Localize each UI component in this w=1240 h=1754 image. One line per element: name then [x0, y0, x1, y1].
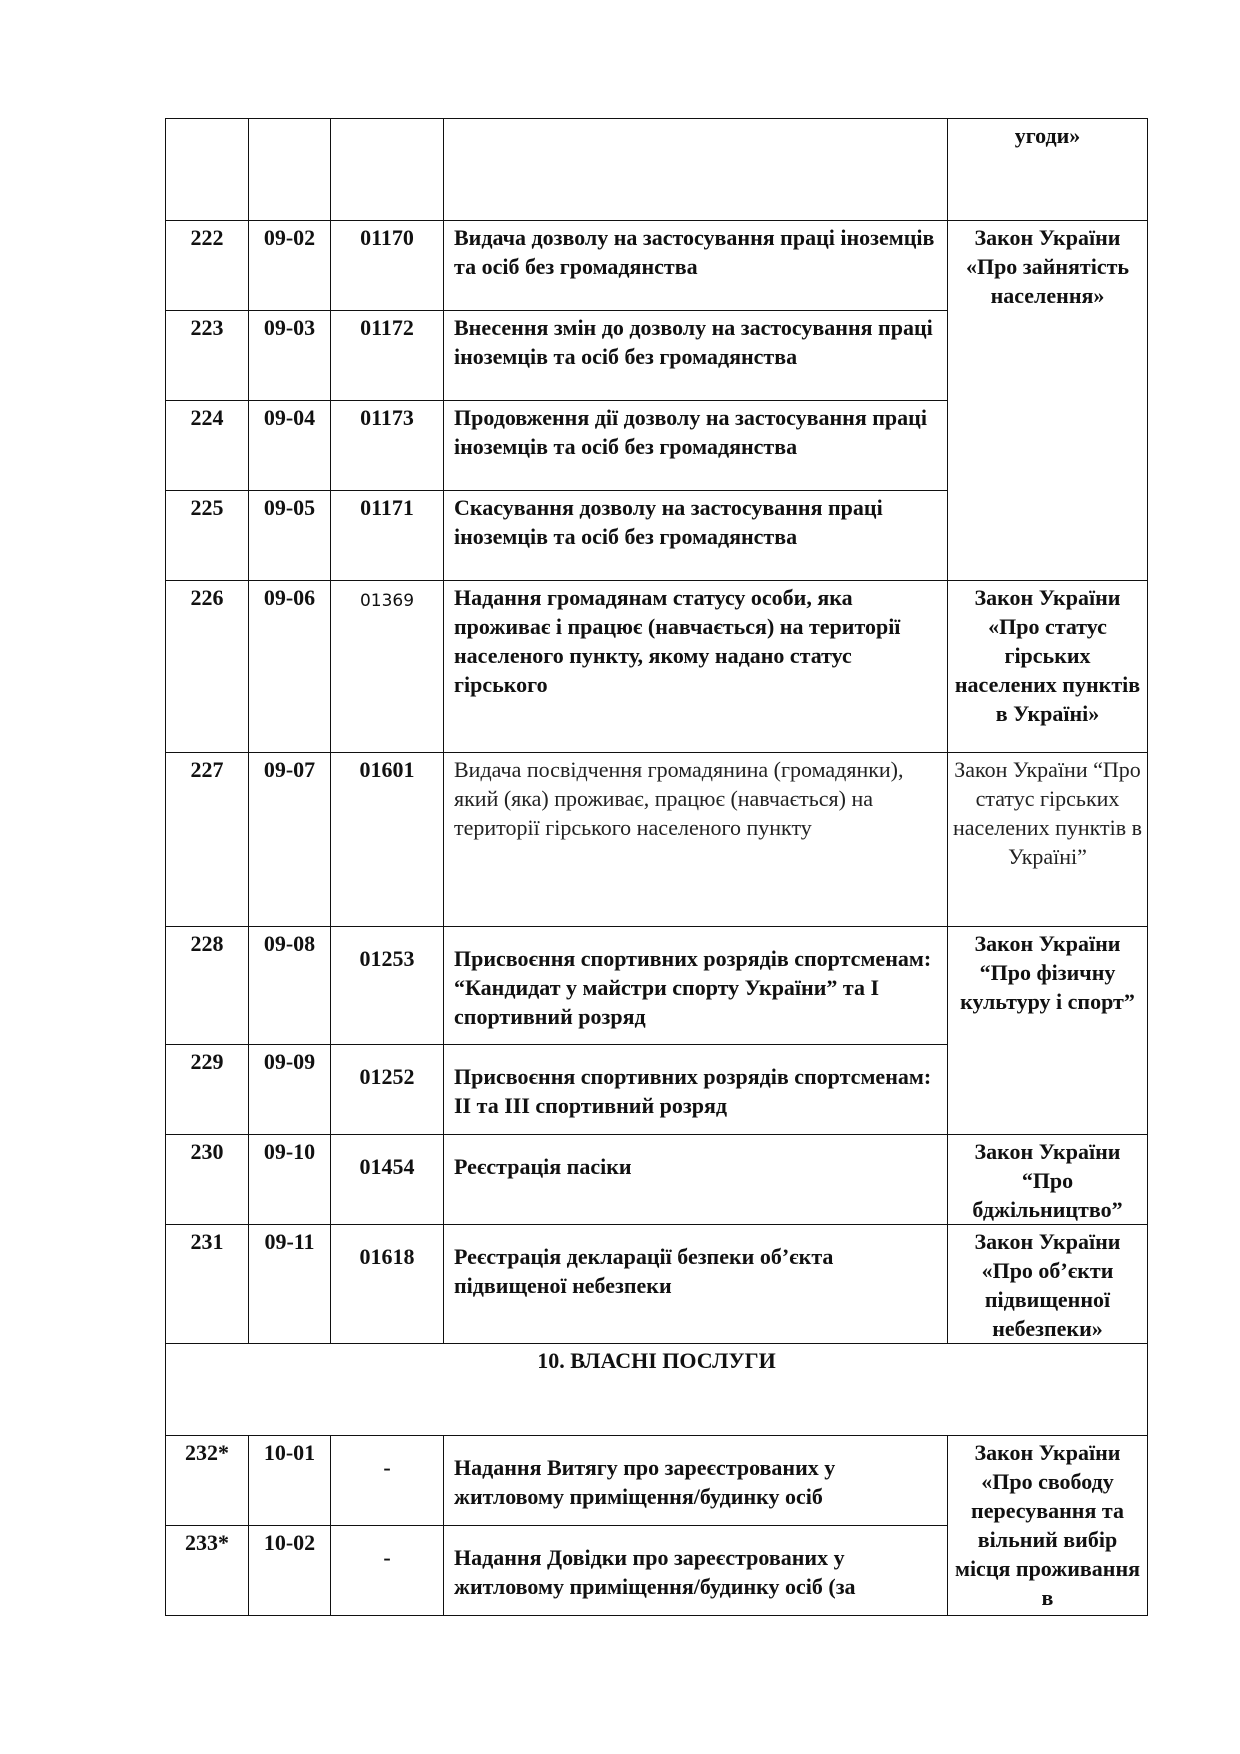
cell-name: Реєстрація пасіки: [444, 1135, 948, 1225]
table-row: [166, 221, 1148, 311]
cell-id: 01601: [331, 753, 444, 927]
cell-number: 232*: [166, 1436, 249, 1526]
cell-number: 226: [166, 581, 249, 753]
cell-number: 223: [166, 311, 249, 401]
cell-law: Закон України “Про фізичну культуру і спорт”: [948, 927, 1148, 1135]
cell-id: 01618: [331, 1225, 444, 1344]
cell-law: Закон України «Про статус гірських населених пунктів в Україні»: [948, 581, 1148, 753]
cell-number: 222: [166, 221, 249, 311]
section-heading: 10. ВЛАСНІ ПОСЛУГИ: [166, 1344, 1148, 1436]
cell-law: Закон України “Про статус гірських населених пунктів в Україні”: [948, 753, 1148, 927]
cell-code: 09-04: [249, 401, 331, 491]
section-row: [166, 1344, 1148, 1436]
cell-id: -: [331, 1436, 444, 1526]
cell-number: 233*: [166, 1526, 249, 1616]
cell-code: 09-07: [249, 753, 331, 927]
cell-number: 231: [166, 1225, 249, 1344]
cell-code: 09-10: [249, 1135, 331, 1225]
cell-id: 01173: [331, 401, 444, 491]
cell-code: 10-02: [249, 1526, 331, 1616]
cell-code: 09-09: [249, 1045, 331, 1135]
cell-name: Видача посвідчення громадянина (громадянки), який (яка) проживає, працює (навчається) на території гірського населеного пункту: [444, 753, 948, 927]
cell-law: угоди»: [948, 119, 1148, 221]
cell-law: Закон України «Про зайнятість населення»: [948, 221, 1148, 581]
cell-number: 227: [166, 753, 249, 927]
cell-name: Внесення змін до дозволу на застосування праці іноземців та осіб без громадянства: [444, 311, 948, 401]
cell-number: 229: [166, 1045, 249, 1135]
cell-number: 224: [166, 401, 249, 491]
cell-id: 01252: [331, 1045, 444, 1135]
cell-name: Надання Довідки про зареєстрованих у житловому приміщення/будинку осіб (за: [444, 1526, 948, 1616]
cell-name: Реєстрація декларації безпеки об’єкта підвищеної небезпеки: [444, 1225, 948, 1344]
cell-code: 09-02: [249, 221, 331, 311]
cell-number: 228: [166, 927, 249, 1045]
cell-name: Присвоєння спортивних розрядів спортсменам: “Кандидат у майстри спорту України” та І спортивний розряд: [444, 927, 948, 1045]
cell-law: Закон України “Про бджільництво”: [948, 1135, 1148, 1225]
cell-code: 09-05: [249, 491, 331, 581]
cell-name: Видача дозволу на застосування праці іноземців та осіб без громадянства: [444, 221, 948, 311]
cell-law: Закон України «Про свободу пересування та вільний вибір місця проживання в: [948, 1436, 1148, 1616]
cell-name: Присвоєння спортивних розрядів спортсменам: ІІ та ІІІ спортивний розряд: [444, 1045, 948, 1135]
cell-name: [444, 119, 948, 221]
cell-code: 09-03: [249, 311, 331, 401]
cell-code: 09-06: [249, 581, 331, 753]
cell-number: 230: [166, 1135, 249, 1225]
cell-id: [331, 119, 444, 221]
cell-law: Закон України «Про об’єкти підвищенної небезпеки»: [948, 1225, 1148, 1344]
cell-id: 01171: [331, 491, 444, 581]
cell-id: 01253: [331, 927, 444, 1045]
table-row: [166, 753, 1148, 927]
table-row: [166, 581, 1148, 753]
cell-code: 10-01: [249, 1436, 331, 1526]
table-row: [166, 1225, 1148, 1344]
table-row: [166, 1436, 1148, 1526]
cell-id: -: [331, 1526, 444, 1616]
cell-number: [166, 119, 249, 221]
cell-name: Надання Витягу про зареєстрованих у житловому приміщення/будинку осіб: [444, 1436, 948, 1526]
cell-name: Скасування дозволу на застосування праці іноземців та осіб без громадянства: [444, 491, 948, 581]
table-row: [166, 927, 1148, 1045]
cell-id: 01170: [331, 221, 444, 311]
cell-code: 09-08: [249, 927, 331, 1045]
cell-code: [249, 119, 331, 221]
cell-code: 09-11: [249, 1225, 331, 1344]
cell-name: Продовження дії дозволу на застосування праці іноземців та осіб без громадянства: [444, 401, 948, 491]
cell-number: 225: [166, 491, 249, 581]
cell-id: 01454: [331, 1135, 444, 1225]
cell-name: Надання громадянам статусу особи, яка проживає і працює (навчається) на території населеного пункту, якому надано статус гірського: [444, 581, 948, 753]
table-row: [166, 1135, 1148, 1225]
cell-id: 01369: [331, 581, 444, 753]
table-row-continuation: [166, 119, 1148, 221]
cell-id: 01172: [331, 311, 444, 401]
services-table: [165, 118, 1148, 1616]
